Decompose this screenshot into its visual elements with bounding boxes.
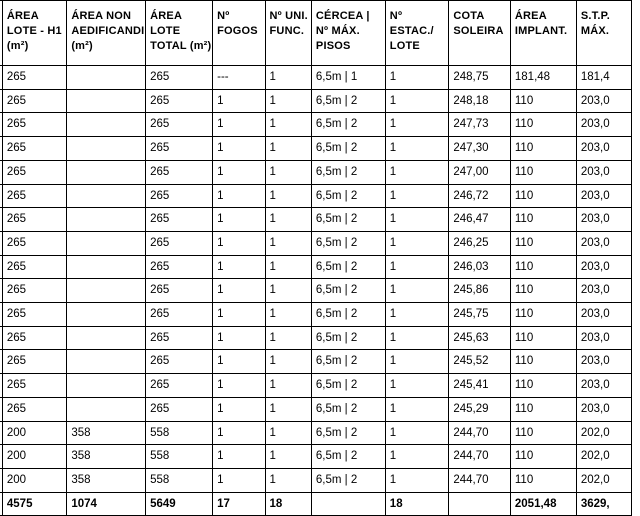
table-cell: 1 [213,255,265,279]
table-cell: 1 [385,445,449,469]
table-cell: 203,0 [576,89,631,113]
table-cell: 6,5m | 2 [311,468,385,492]
table-cell: 265 [2,279,66,303]
table-cell: 110 [510,468,576,492]
table-cell: 203,0 [576,326,631,350]
table-cell: 203,0 [576,350,631,374]
table-cell: 110 [510,113,576,137]
table-row [0,113,632,137]
table-cell [67,374,146,398]
table-cell: 1 [265,184,311,208]
table-cell: 1 [385,350,449,374]
table-cell: 1 [213,397,265,421]
table-cell: 1 [213,231,265,255]
table-row [0,279,632,303]
table-cell: 202,0 [576,421,631,445]
table-row [0,326,632,350]
table-cell: 265 [146,113,213,137]
table-cell: 558 [146,445,213,469]
table-cell [67,303,146,327]
table-cell: 1 [385,255,449,279]
table-cell: 202,0 [576,468,631,492]
table-cell: 265 [2,208,66,232]
table-cell: 1 [385,231,449,255]
table-cell: 265 [146,374,213,398]
table-cell: 200 [2,445,66,469]
table-cell: 6,5m | 2 [311,303,385,327]
table-cell [67,184,146,208]
column-header [213,1,265,66]
column-header-label: ÁREA NON AEDIFICANDI (m²) [71,10,145,52]
table-cell: 265 [146,255,213,279]
table-cell: 203,0 [576,279,631,303]
table-cell: 203,0 [576,208,631,232]
table-cell: 265 [2,303,66,327]
table-cell: 245,52 [449,350,511,374]
table-cell: 1 [213,279,265,303]
column-header-label: COTA SOLEIRA [453,10,504,37]
table-cell: 1 [213,445,265,469]
total-cell [449,492,511,515]
table-cell: 245,63 [449,326,511,350]
column-header-label: ÁREA LOTE TOTAL (m²) [150,10,212,52]
table-cell: 203,0 [576,160,631,184]
table-cell: 1 [385,421,449,445]
table-cell [67,208,146,232]
table-cell: 1 [213,184,265,208]
table-cell: 1 [213,160,265,184]
table-cell: 1 [213,113,265,137]
table-cell: 358 [67,421,146,445]
table-cell: 265 [2,184,66,208]
table-cell: 203,0 [576,231,631,255]
table-cell: 265 [2,350,66,374]
table-cell: 246,72 [449,184,511,208]
table-row [0,89,632,113]
table-cell: 1 [265,326,311,350]
table-cell: 265 [146,66,213,90]
table-cell: 6,5m | 2 [311,160,385,184]
table-row [0,255,632,279]
table-cell: 265 [146,279,213,303]
table-cell: 110 [510,184,576,208]
table-cell: 1 [385,279,449,303]
table-row [0,350,632,374]
total-cell: 3629, [576,492,631,515]
table-cell: 110 [510,445,576,469]
table-cell: 6,5m | 2 [311,421,385,445]
table-cell: 358 [67,468,146,492]
table-cell [67,279,146,303]
table-cell: 1 [265,231,311,255]
table-cell: 246,47 [449,208,511,232]
table-cell: 203,0 [576,303,631,327]
table-cell: 1 [265,303,311,327]
table-cell: 265 [146,208,213,232]
table-cell: 1 [265,208,311,232]
table-cell: 1 [385,468,449,492]
table-row [0,397,632,421]
total-cell: 1074 [67,492,146,515]
table-cell: 265 [2,374,66,398]
total-cell: 4575 [2,492,66,515]
table-cell [67,89,146,113]
table-cell: 265 [146,184,213,208]
table-cell: 558 [146,421,213,445]
table-row [0,137,632,161]
table-cell: 1 [385,374,449,398]
table-cell: 246,03 [449,255,511,279]
table-cell [67,397,146,421]
table-cell: 1 [265,89,311,113]
table-cell: 265 [146,231,213,255]
table-cell [67,66,146,90]
table-cell: 6,5m | 2 [311,184,385,208]
table-cell: 265 [146,326,213,350]
table-cell [67,255,146,279]
table-cell: 1 [213,421,265,445]
table-cell: 1 [385,208,449,232]
table-cell: 1 [213,89,265,113]
table-cell: 1 [213,208,265,232]
total-cell: 2051,48 [510,492,576,515]
table-cell: 1 [265,445,311,469]
table-cell: 247,30 [449,137,511,161]
table-row [0,445,632,469]
header-row [0,1,632,66]
table-cell: 265 [146,303,213,327]
column-header [311,1,385,66]
table-cell: 6,5m | 2 [311,255,385,279]
table-cell: 247,00 [449,160,511,184]
table-cell: 1 [385,66,449,90]
column-header-label: ÁREA IMPLANT. [514,10,568,37]
table-cell: 265 [2,231,66,255]
table-cell: 1 [265,350,311,374]
table-cell: 6,5m | 2 [311,350,385,374]
table-cell: 6,5m | 2 [311,113,385,137]
column-header-label: CÉRCEA | Nº MÁX. PISOS [315,10,370,52]
table-cell: 110 [510,89,576,113]
table-cell: 245,41 [449,374,511,398]
table-cell: 181,48 [510,66,576,90]
table-cell: 110 [510,279,576,303]
table-row [0,66,632,90]
table-cell: 1 [385,397,449,421]
table-cell: 1 [385,184,449,208]
table-cell: 1 [213,303,265,327]
column-header [510,1,576,66]
table-cell: 265 [2,397,66,421]
table-cell: 247,73 [449,113,511,137]
table-row [0,421,632,445]
table-cell: 6,5m | 2 [311,137,385,161]
table-cell: 1 [213,350,265,374]
table-cell: 181,4 [576,66,631,90]
table-cell: 265 [146,160,213,184]
table-cell: 200 [2,421,66,445]
table-cell: 6,5m | 2 [311,326,385,350]
column-header [385,1,449,66]
table-cell [67,137,146,161]
table-row [0,160,632,184]
total-cell: 5649 [146,492,213,515]
table-cell: 110 [510,231,576,255]
table-cell: 1 [265,279,311,303]
column-header-label: S.T.P. MÁX. [580,10,610,37]
table-cell: 6,5m | 2 [311,397,385,421]
table-cell: 265 [146,350,213,374]
table-cell: 110 [510,137,576,161]
table-cell: 265 [146,137,213,161]
table-cell: 1 [385,137,449,161]
table-cell: 203,0 [576,374,631,398]
table-cell: 1 [385,113,449,137]
table-cell: 265 [2,113,66,137]
table-row [0,231,632,255]
table-cell: 200 [2,468,66,492]
table-cell: 265 [2,137,66,161]
table-cell: 245,75 [449,303,511,327]
table-cell: 248,18 [449,89,511,113]
total-cell: 18 [385,492,449,515]
column-header-label: Nº FOGOS [217,10,258,37]
table-cell: 110 [510,208,576,232]
column-header-label: Nº ESTAC./ LOTE [389,10,434,52]
table-cell: 1 [265,137,311,161]
table-row [0,303,632,327]
table-cell: 110 [510,160,576,184]
table-cell: 203,0 [576,113,631,137]
column-header [265,1,311,66]
table-cell: 1 [385,89,449,113]
table-cell: 265 [2,160,66,184]
table-cell [67,113,146,137]
table-cell: 203,0 [576,397,631,421]
total-cell [311,492,385,515]
table-cell: 6,5m | 2 [311,208,385,232]
table-cell [67,160,146,184]
column-header [449,1,511,66]
table-cell: 1 [385,326,449,350]
table-cell: 6,5m | 2 [311,445,385,469]
table-cell: 202,0 [576,445,631,469]
table-cell: 1 [385,303,449,327]
table-cell: 265 [2,326,66,350]
table-cell: 265 [2,89,66,113]
table-cell: 110 [510,374,576,398]
table-cell: 6,5m | 2 [311,231,385,255]
table-cell: 248,75 [449,66,511,90]
table-cell: 1 [265,397,311,421]
table-cell: 1 [213,468,265,492]
table-cell: 110 [510,303,576,327]
table-cell: 110 [510,350,576,374]
table-cell: 246,25 [449,231,511,255]
table-cell: 1 [213,137,265,161]
table-row [0,468,632,492]
totals-row [0,492,632,515]
table-cell [67,231,146,255]
table-cell: 1 [265,66,311,90]
table-cell: 110 [510,421,576,445]
table-cell: 6,5m | 2 [311,279,385,303]
table-cell: 203,0 [576,255,631,279]
table-cell: 265 [146,89,213,113]
table-row [0,374,632,398]
table-cell: 6,5m | 2 [311,89,385,113]
table-cell: 1 [265,468,311,492]
table-cell: 1 [385,160,449,184]
table-cell: 244,70 [449,445,511,469]
column-header-label: Nº UNI. FUNC. [269,10,308,37]
table-row [0,208,632,232]
table-cell: 358 [67,445,146,469]
table-cell: 245,86 [449,279,511,303]
table-cell: 1 [265,421,311,445]
column-header [2,1,66,66]
total-cell: 18 [265,492,311,515]
column-header [67,1,146,66]
table-cell: 1 [265,374,311,398]
table-cell: 1 [213,326,265,350]
table-cell: 203,0 [576,137,631,161]
table-cell: 558 [146,468,213,492]
table-cell: 110 [510,326,576,350]
table-body [0,66,632,516]
table-cell: 265 [146,397,213,421]
table-cell: 203,0 [576,184,631,208]
table-cell: --- [213,66,265,90]
table-cell: 244,70 [449,421,511,445]
table-cell: 245,29 [449,397,511,421]
table-cell: 1 [265,255,311,279]
table-cell: 110 [510,255,576,279]
table-cell: 1 [265,160,311,184]
table-cell: 1 [265,113,311,137]
column-header [576,1,631,66]
table-cell [67,350,146,374]
table-cell: 1 [213,374,265,398]
table-cell: 110 [510,397,576,421]
table-row [0,184,632,208]
column-header [146,1,213,66]
table-cell: 244,70 [449,468,511,492]
column-header-label: ÁREA LOTE - H1 (m²) [6,10,62,52]
table-cell: 265 [2,255,66,279]
table-cell [67,326,146,350]
total-cell: 17 [213,492,265,515]
table-cell: 6,5m | 1 [311,66,385,90]
table-cell: 6,5m | 2 [311,374,385,398]
table-cell: 265 [2,66,66,90]
